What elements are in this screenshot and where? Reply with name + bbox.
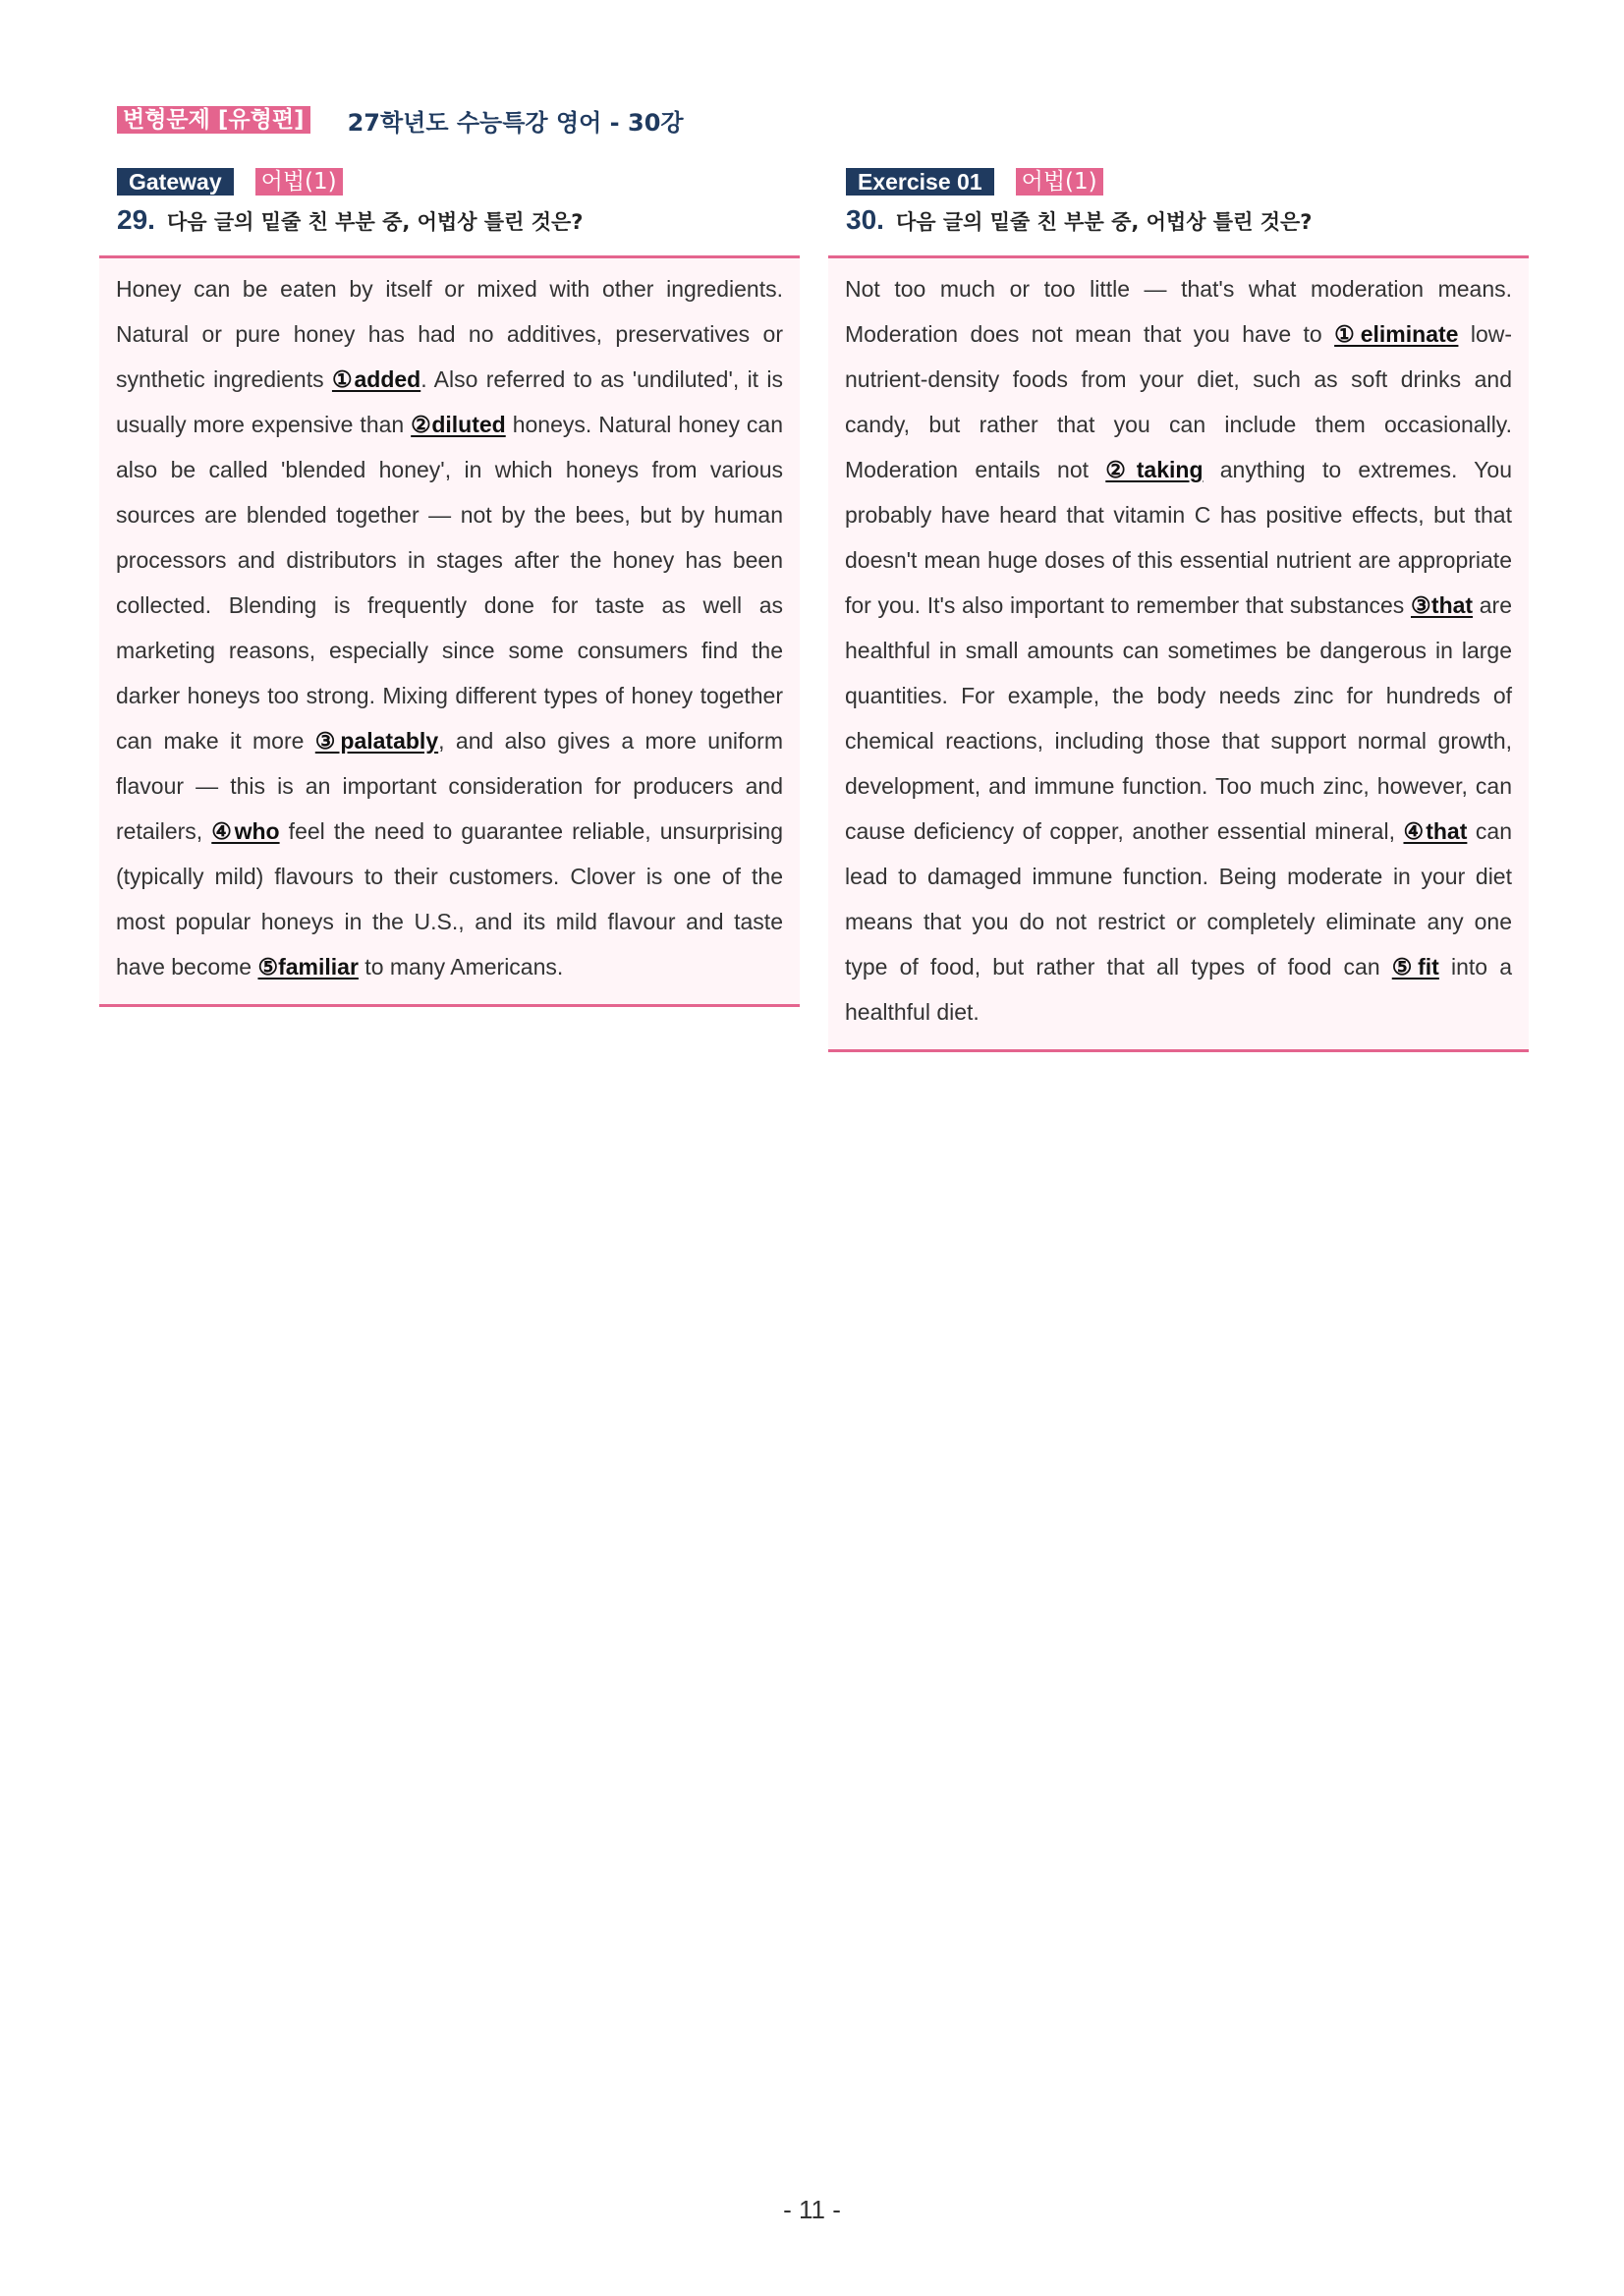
passage-text: low-nutrient-density foods from your diet, such as soft drinks and candy, but rather that you can include them occasionally. Moderation entails not bbox=[845, 321, 1513, 482]
document-title: 27학년도 수능특강 영어 - 30강 bbox=[347, 108, 684, 137]
underlined-option-2: ②diluted bbox=[411, 412, 506, 437]
underlined-option-3: ③that bbox=[1410, 592, 1474, 618]
question-tags bbox=[99, 167, 800, 196]
underlined-option-3: ③palatably bbox=[314, 728, 439, 754]
underlined-option-4: ④who bbox=[211, 818, 280, 844]
category-tag: 어법(1) bbox=[1016, 168, 1103, 196]
section-tag: Gateway bbox=[117, 168, 234, 196]
page-header bbox=[117, 104, 684, 136]
passage-box bbox=[828, 255, 1529, 1052]
underlined-option-2: ②taking bbox=[1105, 457, 1204, 482]
underlined-option-1: ①eliminate bbox=[1334, 321, 1459, 347]
passage-text: , and also gives a more uniform flavour — this is an important consideration for producers and retailers, bbox=[116, 728, 783, 844]
passage-box bbox=[99, 255, 800, 1007]
underlined-option-4: ④that bbox=[1403, 818, 1468, 844]
question-line bbox=[99, 204, 800, 238]
passage-text: honeys. Natural honey can also be called 'blended honey', in which honeys from various sources are blended together — not by the bees, but by human processors and distributors in stages after the honey has been collected. Blending is frequently done for taste as well as marketing reasons, especially since some consumers find the darker honeys too strong. Mixing different types of honey together can make it more bbox=[116, 412, 784, 754]
underlined-option-5: ⑤familiar bbox=[257, 954, 359, 980]
underlined-option-5: ⑤fit bbox=[1391, 954, 1439, 980]
category-tag: 어법(1) bbox=[255, 168, 343, 196]
question-line bbox=[828, 204, 1529, 238]
underlined-option-1: ①added bbox=[331, 366, 421, 392]
page-number: - 11 - bbox=[783, 2195, 841, 2224]
passage-text: . Also referred to as 'undiluted', it is usually more expensive than bbox=[116, 366, 783, 437]
question-29-column bbox=[99, 167, 800, 1007]
question-number: 30. bbox=[846, 204, 884, 235]
question-prompt: 다음 글의 밑줄 친 부분 중, 어법상 틀린 것은? bbox=[166, 210, 584, 234]
passage-text: into a healthful diet. bbox=[845, 954, 1512, 1025]
passage-text: to many Americans. bbox=[358, 954, 564, 980]
passage-text: Not too much or too little — that's what moderation means. Moderation does not mean that you have to bbox=[845, 276, 1512, 347]
passage-text: anything to extremes. You probably have heard that vitamin C has positive effects, but that doesn't mean huge doses of this essential nutrient are appropriate for you. It's also important to remember that substances bbox=[845, 457, 1512, 618]
section-tag: Exercise 01 bbox=[846, 168, 994, 196]
passage-text: can lead to damaged immune function. Being moderate in your diet means that you do not restrict or completely eliminate any one type of food, but rather that all types of food can bbox=[845, 818, 1512, 980]
passage-text: feel the need to guarantee reliable, unsurprising (typically mild) flavours to their customers. Clover is one of the most popular honeys in the U.S., and its mild flavour and taste have become bbox=[116, 818, 783, 980]
question-prompt: 다음 글의 밑줄 친 부분 중, 어법상 틀린 것은? bbox=[895, 210, 1313, 234]
series-badge: 변형문제 [유형편] bbox=[117, 106, 310, 134]
question-tags bbox=[828, 167, 1529, 196]
question-number: 29. bbox=[117, 204, 155, 235]
passage-text: Honey can be eaten by itself or mixed with other ingredients. Natural or pure honey has had no additives, preservatives or synthetic ingredients bbox=[116, 276, 783, 392]
question-30-column bbox=[828, 167, 1529, 1052]
passage-text: are healthful in small amounts can sometimes be dangerous in large quantities. For example, the body needs zinc for hundreds of chemical reactions, including those that support normal growth, development, and immune function. Too much zinc, however, can cause deficiency of copper, another essential mineral, bbox=[845, 592, 1513, 844]
